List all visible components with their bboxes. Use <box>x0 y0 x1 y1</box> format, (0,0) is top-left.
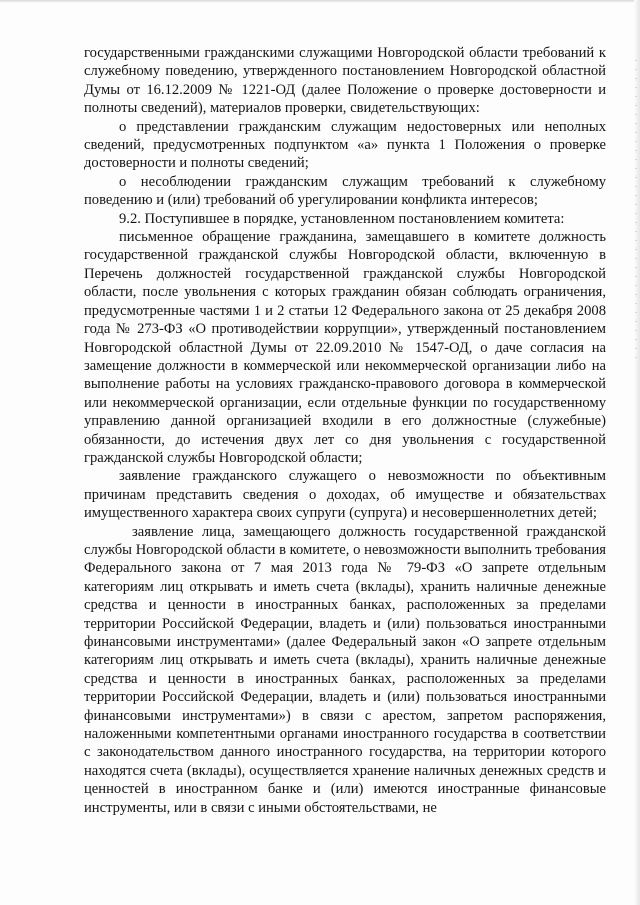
paragraph-income-statement: заявление гражданского служащего о невозможности по объективным причинам представить сведения о доходах, об имуществе и обязательствах имущественного характера своих супруги (супруга) и несовершеннолетних детей; <box>84 468 606 522</box>
document-body <box>84 44 606 817</box>
paragraph-citizen-appeal: письменное обращение гражданина, замещавшего в комитете должность государственной гражданской службы Новгородской области, включенную в Перечень должностей государственной гражданской службы Новгородской области, после увольнения с которых гражданин обязан соблюдать ограничения, предусмотренные частями 1 и 2 статьи 12 Федерального закона от 25 декабря 2008 года № 273-ФЗ «О противодействии коррупции», утвержденный постановлением Новгородской областной Думы от 22.09.2010 № 1547-ОД, о даче согласия на замещение должности в коммерческой или некоммерческой организации либо на выполнение работы на условиях гражданско-правового договора в коммерческой или некоммерческой организации, если отдельные функции по государственному управлению данной организацией входили в его должностные (служебные) обязанности, до истечения двух лет со дня увольнения с государственной гражданской службы Новгородской области; <box>84 229 606 466</box>
paragraph-clause-9-2: 9.2. Поступившее в порядке, установленном постановлением комитета: <box>119 210 565 227</box>
scan-margin-marks <box>635 60 637 360</box>
paragraph-foreign-accounts: заявление лица, замещающего должность государственной гражданской службы Новгородской области в комитете, о невозможности выполнить требования Федерального закона от 7 мая 2013 года № 79-ФЗ «О запрете отдельным категориям лиц открывать и иметь счета (вклады), хранить наличные денежные средства и ценности в иностранных банках, расположенных за пределами территории Российской Федерации, владеть и (или) пользоваться иностранными финансовыми инструментами» (далее Федеральный закон «О запрете отдельным категориям лиц открывать и иметь счета (вклады), хранить наличные денежные средства и ценности в иностранных банках, расположенных за пределами территории Российской Федерации, владеть и (или) пользоваться иностранными финансовыми инструментами») в связи с арестом, запретом распоряжения, наложенными компетентными органами иностранного государства в соответствии с законодательством данного иностранного государства, на территории которого находятся счета (вклады), осуществляется хранение наличных денежных средств и ценностей в иностранном банке и (или) имеются иностранные финансовые инструменты, или в связи с иными обстоятельствами, не <box>84 523 606 816</box>
paragraph-continuation: государственными гражданскими служащими Новгородской области требований к служебному поведению, утвержденного постановлением Новгородской областной Думы от 16.12.2009 № 1221-ОД (далее Положение о проверке достоверности и полноты сведений), материалов проверки, свидетельствующих: <box>84 45 606 117</box>
paragraph-item-noncompliance: о несоблюдении гражданским служащим требований к служебному поведению и (или) требований об урегулировании конфликта интересов; <box>84 173 606 209</box>
paragraph-item-inaccurate-info: о представлении гражданским служащим недостоверных или неполных сведений, предусмотренных подпунктом «а» пункта 1 Положения о проверке достоверности и полноты сведений; <box>84 118 606 172</box>
page-top-edge <box>0 0 640 3</box>
